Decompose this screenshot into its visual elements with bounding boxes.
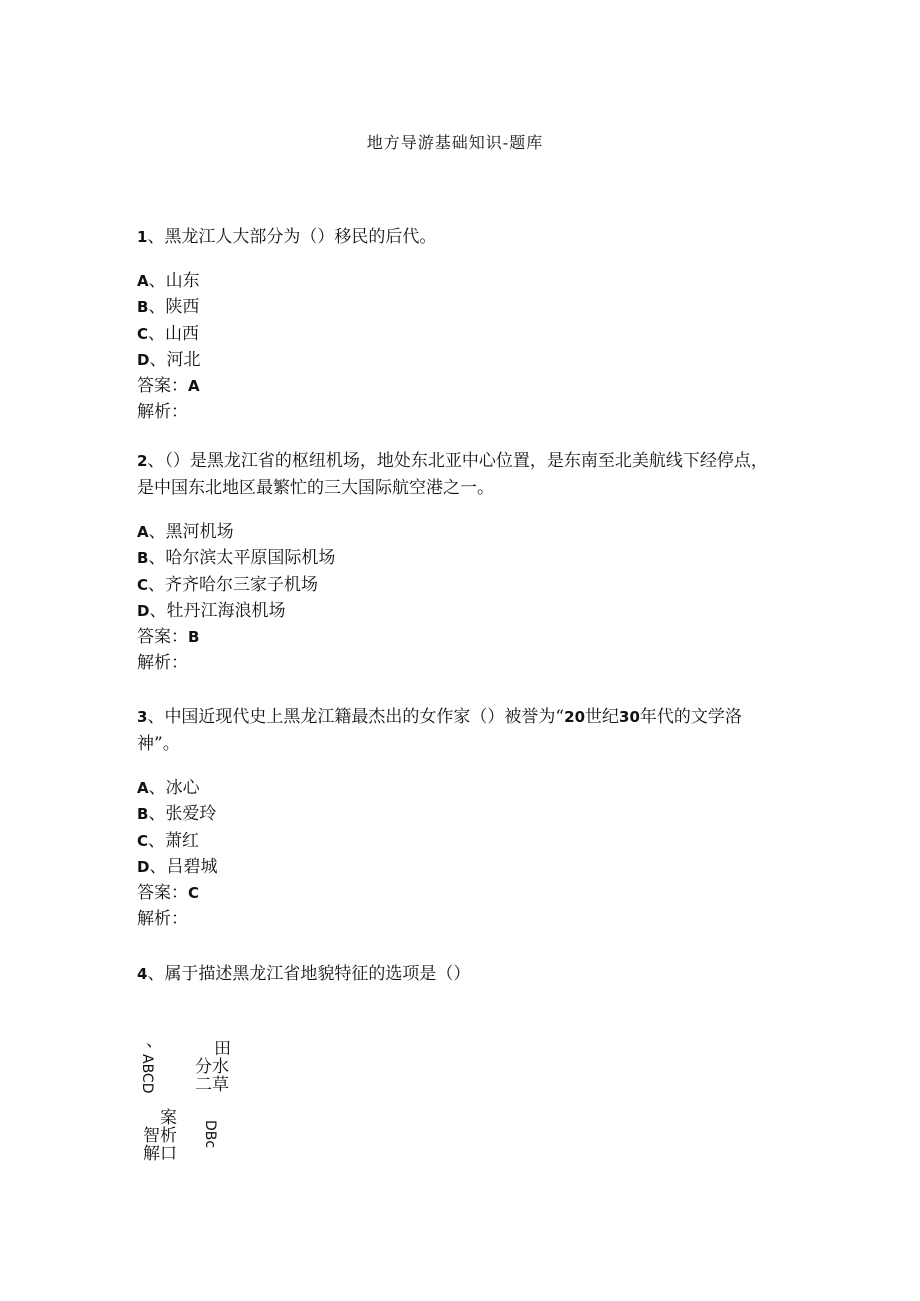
option-a: A、山东 xyxy=(137,271,200,291)
question-2 xyxy=(137,448,777,677)
answer-line: 答案：B xyxy=(137,627,200,648)
explanation-line: 解析： xyxy=(137,402,188,423)
question-number: 1 xyxy=(137,228,148,246)
answer-value: C xyxy=(188,884,200,903)
fragment-comma: 、 xyxy=(146,1031,163,1051)
option-list xyxy=(137,775,777,933)
option-d: D、牡丹江海浪机场 xyxy=(137,600,286,621)
question-1 xyxy=(137,224,777,426)
option-d: D、吕碧城 xyxy=(137,856,218,877)
option-c: C、齐齐哈尔三家子机场 xyxy=(137,574,319,595)
option-list xyxy=(137,268,777,426)
question-text: 4、属于描述黑龙江省地貌特征的选项是（） xyxy=(137,964,471,984)
option-c: C、山西 xyxy=(137,323,200,344)
answer-line: 答案：A xyxy=(137,376,200,397)
fragment-an: 案 xyxy=(160,1108,177,1128)
fragment-jiekou: 解口 xyxy=(143,1144,177,1164)
question-text: 1、黑龙江人大部分为（）移民的后代。 xyxy=(137,227,437,247)
page-title: 地方导游基础知识-题库 xyxy=(366,133,544,152)
question-text: 3、中国近现代史上黑龙江籍最杰出的女作家（）被誉为“20世纪30年代的文学洛神”。 xyxy=(137,707,742,754)
option-b: B、张爱玲 xyxy=(137,804,217,825)
option-list xyxy=(137,519,777,677)
option-a: A、黑河机场 xyxy=(137,522,234,542)
fragment-fenshui: 分水 xyxy=(195,1057,229,1077)
explanation-line: 解析： xyxy=(137,909,188,930)
fragment-tian: 田 xyxy=(214,1039,231,1059)
question-4 xyxy=(137,961,777,988)
option-b: B、哈尔滨太平原国际机场 xyxy=(137,548,336,569)
question-text: 2、（）是黑龙江省的枢纽机场，地处东北亚中心位置，是东南至北美航线下经停点，是中国东北地区最繁忙的三大国际航空港之一。 xyxy=(137,451,768,498)
option-a: A、冰心 xyxy=(137,778,200,798)
fragment-ercao: 二草 xyxy=(195,1075,229,1095)
explanation-line: 解析： xyxy=(137,653,188,674)
answer-value: B xyxy=(188,628,200,647)
answer-line: 答案：C xyxy=(137,883,200,904)
option-c: C、萧红 xyxy=(137,830,200,851)
option-d: D、河北 xyxy=(137,349,201,370)
fragment-abcd: ABCD xyxy=(139,1054,155,1094)
question-number: 3 xyxy=(137,708,148,726)
fragment-zhixi: 智析 xyxy=(143,1126,177,1146)
question-number: 4 xyxy=(137,965,148,983)
question-number: 2 xyxy=(137,452,148,470)
option-b: B、陕西 xyxy=(137,297,200,318)
fragment-dbc: DBc xyxy=(202,1120,218,1149)
question-3 xyxy=(137,704,777,933)
answer-value: A xyxy=(188,377,200,396)
